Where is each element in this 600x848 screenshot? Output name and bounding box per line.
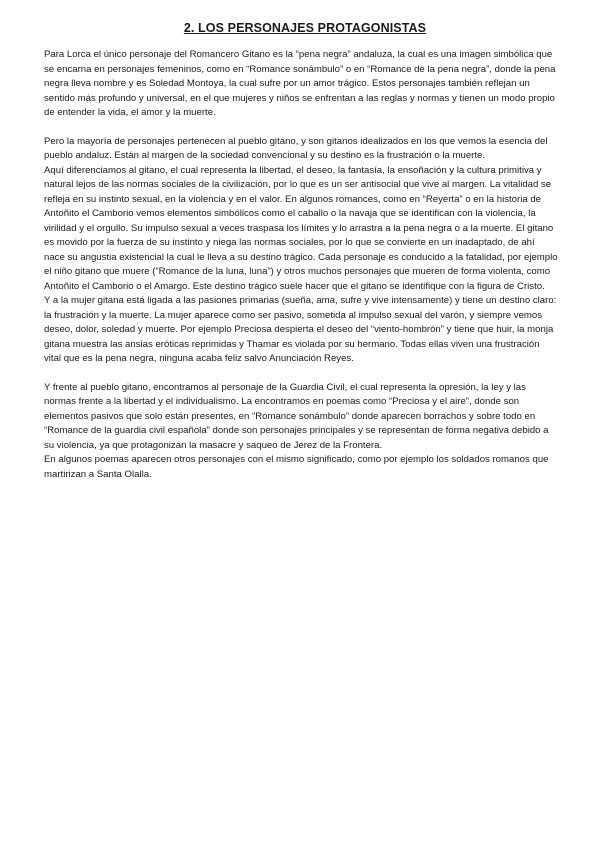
section-intro [44,48,558,121]
paragraph-pueblo-gitano: Pero la mayoría de personajes pertenecen al pueblo gitano, y son gitanos idealizados en los que vemos la esencia del pueblo andaluz. Están al margen de la sociedad convencional y su destino es la frustración o la muerte. [44,135,548,161]
paragraph-guardia-civil: Y frente al pueblo gitano, encontramos al personaje de la Guardia Civil, el cual representa la opresión, la ley y las normas frente a la libertad y el individualismo. La encontramos en poemas como “Preciosa y el aire”, donde son elementos pasivos que solo están presentes, en “Romance sonámbulo” donde aparecen borrachos y sobre todo en “Romance de la guardia civil española” donde son personajes principales y se representan de forma negativa debido a su violencia, ya que protagonizan la masacre y saqueo de Jerez de la Frontera. [44,381,549,451]
section-guardia-civil [44,381,558,483]
paragraph-pena-negra: Para Lorca el único personaje del Romancero Gitano es la “pena negra” andaluza, la cual es una imagen simbólica que se encarna en personajes femeninos, como en “Romance sonámbulo” o en “Romance de la pena negra”, donde la pena negra lleva nombre y es Soledad Montoya, la cual sufre por un amor trágico. Estos personajes también reflejan un sentido más profundo y universal, en el que mujeres y niños se enfrentan a las reglas y normas y tienen un modo propio de entender la vida, el amor y la muerte. [44,49,556,118]
page-title: 2. LOS PERSONAJES PROTAGONISTAS [183,21,427,35]
paragraph-otros-personajes: En algunos poemas aparecen otros personajes con el mismo significado, como por ejemplo los soldados romanos que martirizan a Santa Olalla. [44,454,549,480]
paragraph-gap [44,121,558,135]
section-gitanos [44,135,558,367]
paragraph-mujer-gitana: Y a la mujer gitana está ligada a las pasiones primarias (sueña, ama, sufre y vive intensamente) y tiene un destino claro: la frustración y la muerte. La mujer aparece como ser pasivo, sometida al impulso sexual del varón, y siempre vemos deseo, dolor, soledad y muerte. Por ejemplo Preciosa despierta el deseo del “viento-hombrón” y tiene que huir, la monja gitana muestra las ansias eróticas reprimidas y Thamar es violada por su hermano. Todas ellas viven una frustración vital que es la pena negra, ninguna acaba feliz salvo Anunciación Reyes. [44,295,557,364]
paragraph-el-gitano: Aquí diferenciamos al gitano, el cual representa la libertad, el deseo, la fantasía, la ensoñación y la cultura primitiva y natural lejos de las normas sociales de la civilización, por lo que es un ser antisocial que vive al margen. La vitalidad se refleja en su instinto sexual, en la violencia y en el valor. En algunos romances, como en “Reyerta” o en la historia de Antoñito el Camborio vemos elementos simbólicos como el caballo o la navaja que se identifican con la violencia, la virilidad y el orgullo. Su impulso sexual a veces traspasa los límites y lo arrastra a la pena negra o a la muerte. El gitano es movido por la fuerza de su instinto y niega las normas sociales, por lo que se convierte en un inadaptado, de ahí nace su angustia existencial la cual le lleva a su destino trágico. Cada personaje es conducido a la fatalidad, por ejemplo el niño gitano que muere (“Romance de la luna, luna”) y otros muchos personajes que mueren de forma violenta, como Antoñito el Camborio o el Amargo. Este destino trágico suele hacer que el gitano se identifique con la figura de Cristo. [44,164,558,292]
paragraph-gap [44,367,558,381]
document-page [44,20,558,482]
